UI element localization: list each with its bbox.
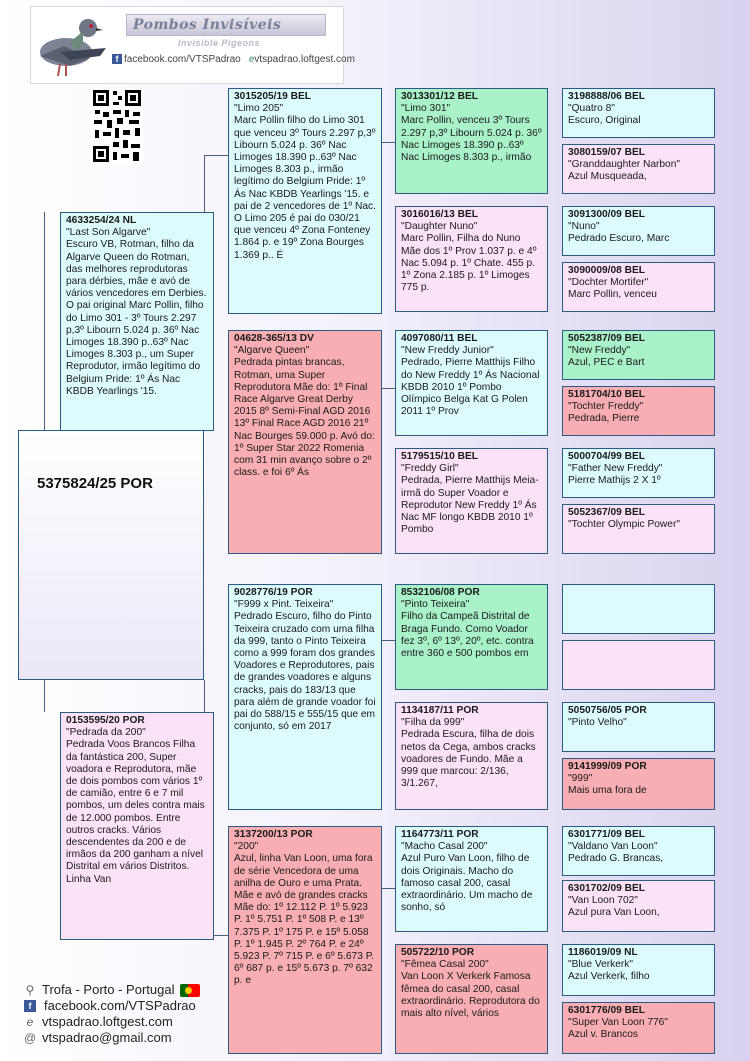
grandparent-sd-box[interactable]	[228, 330, 382, 554]
sire-desc: Escuro VB, Rotman, filho da Algarve Queen do Rotman, das melhores reprodutoras para dérbies, mãe e avó de vários vencedores em Derbies. O pai original Marc Pollin, filho do Limo 301 - 3º Tours 2.297 p,3º Libourn 5.024 p. 36º Nac Limoges 18.390 p..63º Nac Limoges 8.303 p., um Super Reprodutor, irmão legítimo do Belgium Pride: 1º Ás Nac KBDB Yearlings '15.	[66, 239, 207, 397]
gen4-name: "Nuno"	[568, 221, 600, 233]
gen4-desc: Mais uma fora de	[568, 785, 647, 797]
sire-box[interactable]	[60, 212, 214, 431]
gen4-ring: 6301771/09 BEL	[568, 829, 646, 840]
gen4-name: "Granddaughter Narbon"	[568, 159, 681, 171]
footer-email-text: vtspadrao@gmail.com	[42, 1030, 172, 1045]
gen4-ring: 3080159/07 BEL	[568, 147, 646, 158]
gen4-desc: Azul, PEC e Bart	[568, 357, 645, 369]
grandparent-name: "Algarve Queen"	[234, 345, 310, 357]
ggp-name: "Filha da 999"	[401, 717, 465, 729]
portugal-flag-icon	[180, 984, 200, 997]
ggp-ring: 1134187/11 POR	[401, 705, 479, 716]
gen4-name: "Blue Verkerk"	[568, 959, 633, 971]
grandparent-ring: 9028776/19 POR	[234, 587, 313, 598]
gen4-name: "New Freddy"	[568, 345, 631, 357]
sire-name: "Last Son Algarve"	[66, 227, 151, 239]
gen4-name: "Father New Freddy"	[568, 463, 663, 475]
grandparent-name: "200"	[234, 841, 259, 853]
ggp-ring: 5179515/10 BEL	[401, 451, 479, 462]
footer-location-text: Trofa - Porto - Portugal	[42, 982, 175, 997]
location-pin-icon: ⚲	[25, 983, 35, 997]
gen4-ring: 3091300/09 BEL	[568, 209, 646, 220]
gen4-ring: 3090009/08 BEL	[568, 265, 646, 276]
connector-line	[44, 680, 45, 712]
gen4-name: "Tochter Olympic Power"	[568, 519, 680, 531]
ggp-name: "Limo 301"	[401, 103, 451, 115]
great-grandparent-box[interactable]	[395, 88, 548, 194]
gen4-box[interactable]	[562, 144, 715, 194]
gen4-box[interactable]	[562, 262, 715, 312]
grandparent-ring: 3015205/19 BEL	[234, 91, 312, 102]
pigeon-logo-icon	[30, 6, 110, 82]
grandparent-dd-box[interactable]	[228, 826, 382, 1054]
gen4-box[interactable]	[562, 826, 715, 876]
grandparent-ring: 04628-365/13 DV	[234, 333, 314, 344]
gen4-desc: Pedrado G. Brancas,	[568, 853, 664, 865]
grandparent-name: "F999 x Pint. Teixeira"	[234, 599, 334, 611]
gen4-ring: 5050756/05 POR	[568, 705, 647, 716]
brand-facebook-text: facebook.com/VTSPadrao	[124, 54, 241, 65]
dam-desc: Pedrada Voos Brancos Filha da fantástica 200, Super voadora e Reprodutora, mãe de dois pombos com vários 1º de camião, entre 6 e 7 mil pombos, um deles contra mais de 12.000 pombos. Entre outros cracks. Vários descendentes da 200 e de irmãos da 200 ganham a nível Distrital em vários Distritos. Linha Van	[66, 739, 205, 885]
connector-line	[204, 155, 228, 156]
connector-line	[382, 388, 395, 389]
ggp-ring: 1164773/11 POR	[401, 829, 479, 840]
great-grandparent-box[interactable]	[395, 944, 548, 1054]
connector-line	[382, 888, 395, 889]
ggp-name: "Macho Casal 200"	[401, 841, 488, 853]
grandparent-ring: 3137200/13 POR	[234, 829, 313, 840]
ggp-ring: 4097080/11 BEL	[401, 333, 478, 344]
gen4-box[interactable]	[562, 758, 715, 810]
gen4-box[interactable]	[562, 330, 715, 380]
ggp-desc: Pedrada Escura, filha de dois netos da Cega, ambos cracks voadores de Fundo. Mãe a 999 que marcou: 2/136, 3/1.267,	[401, 729, 536, 790]
gen4-desc: Azul Verkerk, filho	[568, 971, 650, 983]
ggp-desc: Marc Pollin, venceu 3º Tours 2.297 p,3º Libourn 5.024 p. 36º Nac Limoges 18.390 p..63º Nac Limoges 8.303 p., irmão	[401, 115, 542, 164]
gen4-ring: 5181704/10 BEL	[568, 389, 646, 400]
qr-code-icon	[91, 88, 143, 164]
gen4-box[interactable]	[562, 386, 715, 436]
gen4-box[interactable]	[562, 88, 715, 138]
ggp-desc: Pedrado, Pierre Matthijs Filho do New Freddy 1º Ás Nacional KBDB 2010 1º Pombo Olímpico Belga Kat G Polen 2011 1º Prov	[401, 357, 540, 418]
great-grandparent-box[interactable]	[395, 826, 548, 932]
ggp-name: "New Freddy Junior"	[401, 345, 494, 357]
gen4-ring: 5000704/99 BEL	[568, 451, 646, 462]
subject-box[interactable]	[18, 430, 204, 680]
grandparent-name: "Limo 205"	[234, 103, 284, 115]
ggp-name: "Pinto Teixeira"	[401, 599, 470, 611]
gen4-box[interactable]	[562, 702, 715, 752]
footer-website[interactable]	[24, 1014, 200, 1030]
gen4-name: "Quatro 8"	[568, 103, 615, 115]
great-grandparent-box[interactable]	[395, 448, 548, 554]
footer-contacts	[24, 982, 200, 1046]
connector-line	[44, 212, 45, 430]
brand-title: Pombos Invisíveis	[126, 14, 326, 36]
gen4-ring: 5052367/09 BEL	[568, 507, 646, 518]
gen4-desc: Azul v. Brancos	[568, 1029, 639, 1041]
gen4-desc: Pedrado Escuro, Marc	[568, 233, 670, 245]
ggp-name: "Freddy Girl"	[401, 463, 459, 475]
ggp-name: "Daughter Nuno"	[401, 221, 478, 233]
footer-email[interactable]	[24, 1030, 200, 1046]
grandparent-desc: Pedrada pintas brancas, Rotman, uma Super Reprodutora Mãe do: 1º Final Race Algarve Great Derby 2015 8º Semi-Final AGD 2016 13º Final Race AGD 2016 21º Nac Bourges 59.000 p. Avó do: 1º Super Star 2022 Romenia com 31 min avanço sobre o 2º class. e foi 6º Ás	[234, 357, 375, 479]
connector-line	[382, 640, 395, 641]
gen4-ring: 9141999/09 POR	[568, 761, 647, 772]
gen4-name: "Van Loon 702"	[568, 895, 638, 907]
gen4-desc: Azul pura Van Loon,	[568, 907, 660, 919]
website-e-icon: e	[26, 1015, 34, 1029]
gen4-box[interactable]	[562, 944, 715, 996]
ggp-desc: Filho da Campeã Distrital de Braga Fundo. Como Voador fez 3º, 6º 13º, 20º, etc. contra entre 360 e 500 pombos em	[401, 611, 534, 660]
gen4-name: "Tochter Freddy"	[568, 401, 644, 413]
brand-website-text: vtspadrao.loftgest.com	[254, 54, 355, 65]
e-icon: e	[248, 54, 255, 65]
grandparent-desc: Marc Pollin filho do Limo 301 que venceu 3º Tours 2.297 p,3º Libourn 5.024 p. 36º Nac Limoges 18.390 p..63º Nac Limoges 8.303 p., irmão legítimo do Belgium Pride: 1º Ás Nac KBDB Yearlings '15. e pai de 2 vencedores de 1º Nac. O Limo 205 é pai do 030/21 que venceu 4º Zona Fonteney 1.864 p. e 19º Zona Bourges 1.369 p.. É	[234, 115, 376, 261]
gen4-desc: Pedrada, Pierre	[568, 413, 640, 425]
ggp-ring: 3016016/13 BEL	[401, 209, 479, 220]
brand-facebook[interactable]	[112, 54, 241, 65]
great-grandparent-box[interactable]	[395, 206, 548, 312]
gen4-desc: Escuro, Original	[568, 115, 641, 127]
brand-links	[112, 54, 355, 65]
gen4-box-empty[interactable]	[562, 640, 715, 690]
ggp-desc: Azul Puro Van Loon, filho de dois Originais. Macho do famoso casal 200, casal extraordinário. Um macho de sonho, só	[401, 853, 533, 914]
ggp-ring: 8532106/08 POR	[401, 587, 480, 598]
grandparent-ds-box[interactable]	[228, 584, 382, 810]
grandparent-ss-box[interactable]	[228, 88, 382, 314]
grandparent-desc: Azul, linha Van Loon, uma fora de série Vencedora de uma anilha de Ouro e uma Prata. Mãe e avó de grandes cracks Mãe do: 1º 12.112 P. 1º 5.923 P. 1º 5.751 P. 1º 508 P. e 13º 7.375 P. 1º 175 P. e 15º 5.058 P. 1º 1.945 P. 2º 764 P. e 24º 5.923 P. 7º 715 P. e 6º 5.673 P. 6º 687 p. e 15º 5.673 p. 7º 632 p. e	[234, 853, 374, 987]
gen4-name: "Pinto Velho"	[568, 717, 627, 729]
gen4-ring: 5052387/09 BEL	[568, 333, 646, 344]
footer-location	[24, 982, 200, 998]
gen4-desc: Marc Pollin, venceu	[568, 289, 657, 301]
gen4-box[interactable]	[562, 504, 715, 554]
gen4-name: "Dochter Mortifer"	[568, 277, 649, 289]
gen4-name: "Valdano Van Loon"	[568, 841, 658, 853]
gen4-ring: 1186019/09 NL	[568, 947, 638, 958]
grandparent-desc: Pedrado Escuro, filho do Pinto Teixeira cruzado com uma filha da 999, tanto o Pinto Teixeira como a 999 foram dos grandes Voadores e Reprodutores, pais de grandes voadores e alguns cracks, pais do 183/13 que para além de grande voador foi pai do 588/15 e 555/15 que em conjunto, só em 2017	[234, 611, 376, 733]
ggp-desc: Van Loon X Verkerk Famosa fêmea do casal 200, casal extraordinário. Reprodutora do mais alto nível, vários	[401, 971, 540, 1020]
footer-website-text: vtspadrao.loftgest.com	[42, 1014, 173, 1029]
ggp-desc: Pedrada, Pierre Matthijs Meia-irmã do Super Voador e Reprodutor New Freddy 1º Ás Nac MF longo KBDB 2010 1º Pombo	[401, 475, 539, 536]
dam-box[interactable]	[60, 712, 214, 940]
gen4-box-empty[interactable]	[562, 584, 715, 634]
dam-name: "Pedrada da 200"	[66, 727, 146, 739]
gen4-box[interactable]	[562, 880, 715, 932]
great-grandparent-box[interactable]	[395, 330, 548, 436]
gen4-ring: 3198888/06 BEL	[568, 91, 646, 102]
great-grandparent-box[interactable]	[395, 702, 548, 810]
subject-ring: 5375824/25 POR	[37, 475, 153, 492]
brand-subtitle: Invisible Pigeons	[178, 38, 261, 48]
sire-ring: 4633254/24 NL	[66, 215, 137, 226]
dam-ring: 0153595/20 POR	[66, 715, 145, 726]
gen4-name: "999"	[568, 773, 593, 785]
gen4-ring: 6301776/09 BEL	[568, 1005, 646, 1016]
ggp-ring: 505722/10 POR	[401, 947, 475, 958]
gen4-box[interactable]	[562, 448, 715, 498]
gen4-ring: 6301702/09 BEL	[568, 883, 646, 894]
brand-website[interactable]	[249, 54, 355, 65]
gen4-name: "Super Van Loon 776"	[568, 1017, 668, 1029]
facebook-icon: f	[24, 1000, 36, 1012]
at-icon: @	[24, 1031, 37, 1045]
ggp-ring: 3013301/12 BEL	[401, 91, 479, 102]
gen4-desc: Pierre Mathijs 2 X 1º	[568, 475, 661, 487]
ggp-name: "Fêmea Casal 200"	[401, 959, 489, 971]
footer-facebook-text: facebook.com/VTSPadrao	[44, 998, 196, 1013]
facebook-icon: f	[112, 54, 122, 64]
footer-facebook[interactable]	[24, 998, 200, 1014]
great-grandparent-box[interactable]	[395, 584, 548, 690]
gen4-box[interactable]	[562, 206, 715, 256]
gen4-desc: Azul Musqueada,	[568, 171, 647, 183]
connector-line	[382, 142, 395, 143]
ggp-desc: Marc Pollin, Filha do Nuno Mãe dos 1º Prov 1.037 p. e 4º Nac 5.094 p. 1º Chate. 455 p. 1º Zona 2.185 p. 1º Limoges 775 p.	[401, 233, 537, 294]
gen4-box[interactable]	[562, 1002, 715, 1054]
